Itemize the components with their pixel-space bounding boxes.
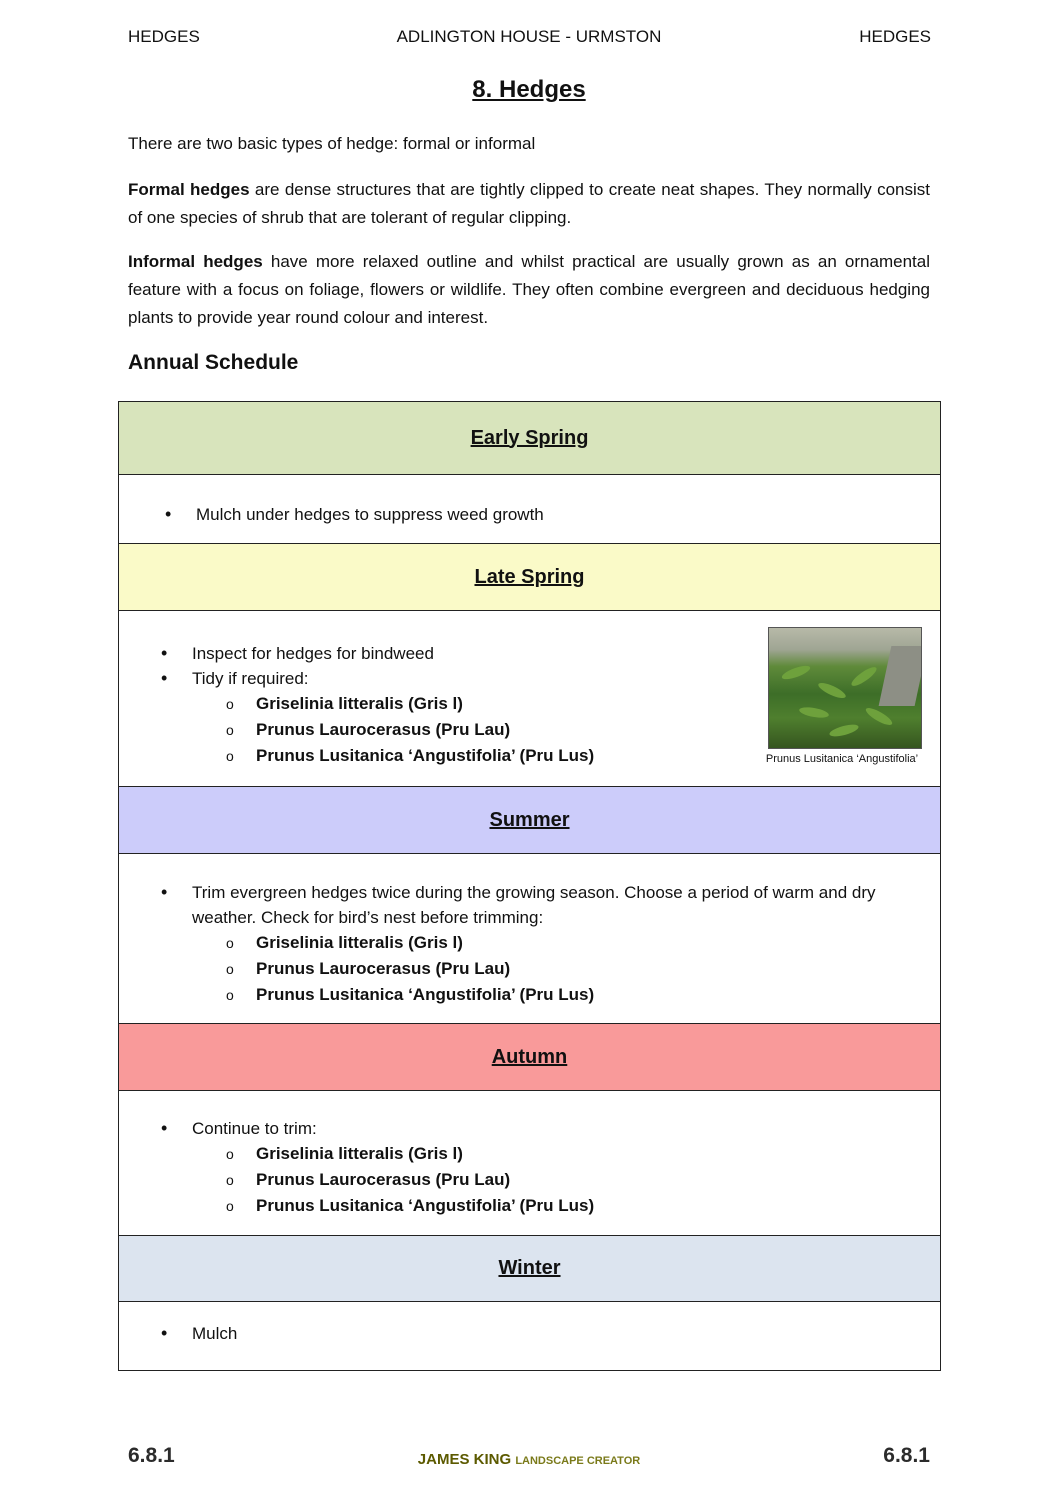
- intro-paragraph: There are two basic types of hedge: formal or informal: [128, 134, 536, 153]
- footer-brand: JAMES KING LANDSCAPE CREATOR: [417, 1451, 641, 1468]
- informal-term: Informal hedges: [128, 252, 263, 271]
- early-spring-body: [119, 475, 940, 544]
- autumn-heading: Autumn: [119, 1024, 940, 1091]
- winter-body: [119, 1302, 940, 1370]
- late-spring-heading: Late Spring: [119, 544, 940, 611]
- informal-text: have more relaxed outline and whilst practical are usually grown as an ornamental feature with a focus on foliage, flowers or wildlife. They often combine evergreen and deciduous hedging plants to provide year round colour and interest.: [128, 252, 930, 327]
- plant-item: o Griselinia litteralis (Gris l): [119, 930, 940, 956]
- plant-item: o Prunus Lusitanica ‘Angustifolia’ (Pru Lus): [119, 982, 940, 1008]
- winter-heading: Winter: [119, 1236, 940, 1302]
- hedge-photo: [768, 627, 922, 749]
- list-item: • Mulch: [119, 1321, 940, 1346]
- header-right: HEDGES: [859, 27, 931, 46]
- plant-item: o Prunus Laurocerasus (Pru Lau): [119, 717, 940, 743]
- late-spring-body: [119, 611, 940, 787]
- header-center: ADLINGTON HOUSE - URMSTON: [396, 27, 662, 46]
- plant-item: o Prunus Laurocerasus (Pru Lau): [119, 956, 940, 982]
- formal-text: are dense structures that are tightly clipped to create neat shapes. They normally consist of one species of shrub that are tolerant of regular clipping.: [128, 180, 930, 227]
- photo-caption: Prunus Lusitanica ‘Angustifolia’: [765, 753, 919, 765]
- list-item: • Trim evergreen hedges twice during the growing season. Choose a period of warm and dry weather. Check for bird’s nest before trimming:: [119, 880, 940, 930]
- summer-body: [119, 854, 940, 1024]
- page-title: 8. Hedges: [472, 76, 586, 103]
- footer-page-left: 6.8.1: [128, 1444, 175, 1467]
- footer-page-right: 6.8.1: [883, 1444, 930, 1467]
- informal-paragraph: [128, 248, 930, 332]
- header-left: HEDGES: [128, 27, 200, 46]
- list-item: • Mulch under hedges to suppress weed growth: [119, 502, 940, 527]
- plant-item: o Prunus Lusitanica ‘Angustifolia’ (Pru Lus): [119, 1193, 940, 1219]
- annual-schedule-table: [118, 401, 941, 1371]
- autumn-body: [119, 1091, 940, 1236]
- plant-item: o Griselinia litteralis (Gris l): [119, 1141, 940, 1167]
- early-spring-heading: Early Spring: [119, 402, 940, 475]
- list-item: • Inspect for hedges for bindweed: [119, 641, 940, 666]
- plant-item: o Prunus Lusitanica ‘Angustifolia’ (Pru Lus): [119, 743, 940, 769]
- plant-item: o Griselinia litteralis (Gris l): [119, 691, 940, 717]
- plant-item: o Prunus Laurocerasus (Pru Lau): [119, 1167, 940, 1193]
- formal-paragraph: [128, 176, 930, 232]
- summer-heading: Summer: [119, 787, 940, 854]
- formal-term: Formal hedges: [128, 180, 250, 199]
- schedule-heading: Annual Schedule: [128, 351, 299, 374]
- list-item: • Tidy if required:: [119, 666, 940, 691]
- list-item: • Continue to trim:: [119, 1116, 940, 1141]
